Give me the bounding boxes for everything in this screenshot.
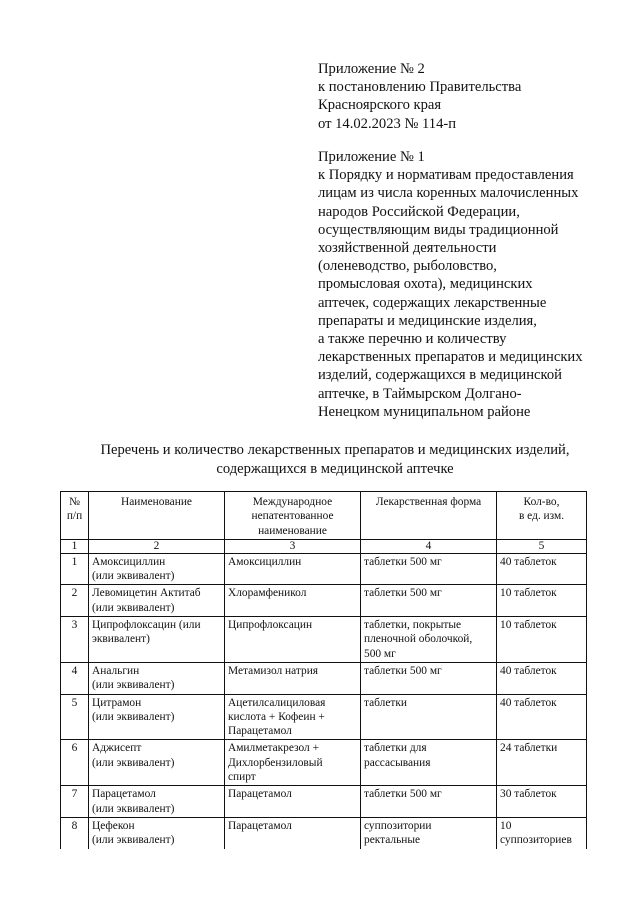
cell-text: пленочной оболочкой, — [364, 633, 473, 646]
table-row — [61, 817, 587, 848]
cell-text: 3 — [71, 619, 78, 632]
appendix-line: осуществляющим виды традиционной — [318, 221, 559, 238]
table-row — [61, 694, 587, 740]
international-name — [225, 553, 361, 585]
cell-text: 5 — [71, 696, 78, 709]
appendix-line: Приложение № 2 — [318, 61, 425, 77]
cell-text: Цитрамон — [92, 696, 142, 709]
cell-text: рассасывания — [364, 756, 431, 769]
cell-text: Амилметакрезол + — [228, 742, 320, 755]
cell-text: таблетки — [364, 696, 408, 709]
appendix-line: лекарственных препаратов и медицинских — [318, 349, 583, 366]
cell-text: 4 — [71, 664, 78, 677]
dosage-form — [361, 662, 497, 694]
quantity — [497, 585, 587, 617]
row-number — [61, 740, 89, 786]
cell-text: таблетки 500 мг — [364, 555, 442, 568]
cell-text: 10 — [500, 819, 512, 832]
cell-text: Амоксициллин — [228, 555, 302, 568]
appendix-line: хозяйственной деятельности — [318, 240, 497, 257]
header-text: Лекарственная форма — [375, 496, 482, 508]
appendix-line: а также перечню и количеству — [318, 331, 507, 348]
cell-text: суппозитории — [364, 819, 432, 832]
cell-text: 8 — [71, 819, 78, 832]
cell-text: кислота + Кофеин + — [228, 710, 325, 723]
cell-text: Парацетамол — [228, 819, 292, 832]
medicine-name — [89, 694, 225, 740]
appendix-line: Ненецком муниципальном районе — [318, 403, 531, 420]
row-number — [61, 553, 89, 585]
table-row — [61, 617, 587, 663]
cell-text: (или эквивалент) — [92, 601, 175, 614]
medicine-name — [89, 786, 225, 818]
column-numbers-row — [61, 539, 587, 553]
cell-text: Дихлорбензиловый — [228, 756, 323, 769]
header-text: п/п — [66, 510, 83, 523]
medicine-name — [89, 740, 225, 786]
cell-text: Аджисепт — [92, 742, 142, 755]
cell-text: Цефекон — [92, 819, 135, 832]
cell-text: таблетки 500 мг — [364, 664, 442, 677]
dosage-form — [361, 786, 497, 818]
cell-text: (или эквивалент) — [92, 834, 175, 847]
header-number — [61, 492, 89, 540]
cell-text: Парацетамол — [228, 788, 292, 801]
cell-text: 30 таблеток — [500, 788, 557, 801]
header-text: Наименование — [121, 496, 192, 508]
quantity — [497, 786, 587, 818]
appendix-line: изделий, содержащихся в медицинской — [318, 367, 562, 384]
medicine-name — [89, 817, 225, 848]
quantity — [497, 553, 587, 585]
quantity — [497, 694, 587, 740]
header-text: в ед. изм. — [518, 510, 565, 523]
cell-text: (или эквивалент) — [92, 679, 175, 692]
medicine-name — [89, 617, 225, 663]
cell-text: 7 — [71, 788, 78, 801]
cell-text: таблетки 500 мг — [364, 587, 442, 600]
international-name — [225, 617, 361, 663]
appendix-line: Красноярского края — [318, 97, 442, 114]
appendix-line: от 14.02.2023 № 114-п — [318, 115, 457, 132]
international-name — [225, 694, 361, 740]
header-text: Международное — [252, 496, 333, 508]
cell-text: 2 — [71, 587, 78, 600]
cell-text: Левомицетин Актитаб — [92, 587, 201, 600]
appendix-line: к постановлению Правительства — [318, 79, 522, 96]
row-number — [61, 617, 89, 663]
international-name — [225, 662, 361, 694]
row-number — [61, 694, 89, 740]
cell-text: спирт — [228, 771, 256, 784]
table-row — [61, 740, 587, 786]
title-line: Перечень и количество лекарственных препаратов и медицинских изделий, — [100, 442, 570, 458]
appendix-1-header — [318, 148, 618, 421]
medicine-name — [89, 585, 225, 617]
header-text: наименование — [258, 524, 327, 537]
cell-text: 40 таблеток — [500, 555, 557, 568]
international-name — [225, 585, 361, 617]
cell-text: Ципрофлоксацин (или — [92, 619, 201, 632]
dosage-form — [361, 617, 497, 663]
appendix-line: (оленеводство, рыболовство, — [318, 258, 497, 275]
column-number: 2 — [89, 539, 225, 553]
quantity — [497, 662, 587, 694]
cell-text: Амоксициллин — [92, 555, 166, 568]
appendix-line: аптечек, содержащих лекарственные — [318, 294, 547, 311]
medicines-table — [60, 491, 587, 849]
column-number: 5 — [497, 539, 587, 553]
row-number — [61, 817, 89, 848]
dosage-form — [361, 553, 497, 585]
dosage-form — [361, 585, 497, 617]
appendix-line: аптечке, в Таймырском Долгано- — [318, 385, 522, 402]
quantity — [497, 617, 587, 663]
appendix-2-header — [318, 60, 618, 133]
appendix-line: препараты и медицинские изделия, — [318, 312, 537, 329]
cell-text: 24 таблетки — [500, 742, 558, 755]
international-name — [225, 786, 361, 818]
header-form — [361, 492, 497, 540]
header-name — [89, 492, 225, 540]
dosage-form — [361, 694, 497, 740]
table-row — [61, 585, 587, 617]
cell-text: эквивалент) — [92, 633, 150, 646]
cell-text: (или эквивалент) — [92, 570, 175, 583]
international-name — [225, 817, 361, 848]
cell-text: 500 мг — [364, 647, 396, 660]
cell-text: Метамизол натрия — [228, 664, 319, 677]
table-header-row — [61, 492, 587, 540]
header-text: № — [69, 496, 80, 508]
cell-text: таблетки 500 мг — [364, 788, 442, 801]
cell-text: Парацетамол — [92, 788, 156, 801]
column-number: 3 — [225, 539, 361, 553]
column-number: 1 — [61, 539, 89, 553]
table-row — [61, 662, 587, 694]
list-title — [40, 441, 630, 478]
row-number — [61, 585, 89, 617]
international-name — [225, 740, 361, 786]
appendix-line: промысловая охота), медицинских — [318, 276, 533, 293]
cell-text: суппозиториев — [500, 834, 572, 847]
cell-text: ректальные — [364, 834, 421, 847]
quantity — [497, 740, 587, 786]
dosage-form — [361, 740, 497, 786]
header-quantity — [497, 492, 587, 540]
cell-text: Анальгин — [92, 664, 140, 677]
cell-text: (или эквивалент) — [92, 756, 175, 769]
appendix-line: лицам из числа коренных малочисленных — [318, 185, 579, 202]
quantity — [497, 817, 587, 848]
table-row — [61, 786, 587, 818]
cell-text: Парацетамол — [228, 725, 292, 738]
cell-text: 1 — [71, 555, 78, 568]
cell-text: 6 — [71, 742, 78, 755]
dosage-form — [361, 817, 497, 848]
cell-text: 10 таблеток — [500, 587, 557, 600]
cell-text: Ацетилсалициловая — [228, 696, 326, 709]
cell-text: 10 таблеток — [500, 619, 557, 632]
cell-text: таблетки, покрытые — [364, 619, 462, 632]
cell-text: 40 таблеток — [500, 664, 557, 677]
title-line: содержащихся в медицинской аптечке — [216, 460, 454, 477]
table-body — [61, 553, 587, 848]
appendix-line: к Порядку и нормативам предоставления — [318, 167, 574, 184]
appendix-line: народов Российской Федерации, — [318, 203, 520, 220]
row-number — [61, 662, 89, 694]
cell-text: (или эквивалент) — [92, 710, 175, 723]
header-text: непатентованное — [251, 510, 334, 523]
row-number — [61, 786, 89, 818]
medicine-name — [89, 662, 225, 694]
cell-text: таблетки для — [364, 742, 427, 755]
cell-text: Хлорамфеникол — [228, 587, 307, 600]
medicine-name — [89, 553, 225, 585]
header-text: Кол-во, — [523, 496, 560, 508]
cell-text: (или эквивалент) — [92, 802, 175, 815]
column-number: 4 — [361, 539, 497, 553]
cell-text: Ципрофлоксацин — [228, 619, 313, 632]
appendix-line: Приложение № 1 — [318, 149, 425, 165]
header-inn — [225, 492, 361, 540]
table-row — [61, 553, 587, 585]
cell-text: 40 таблеток — [500, 696, 557, 709]
